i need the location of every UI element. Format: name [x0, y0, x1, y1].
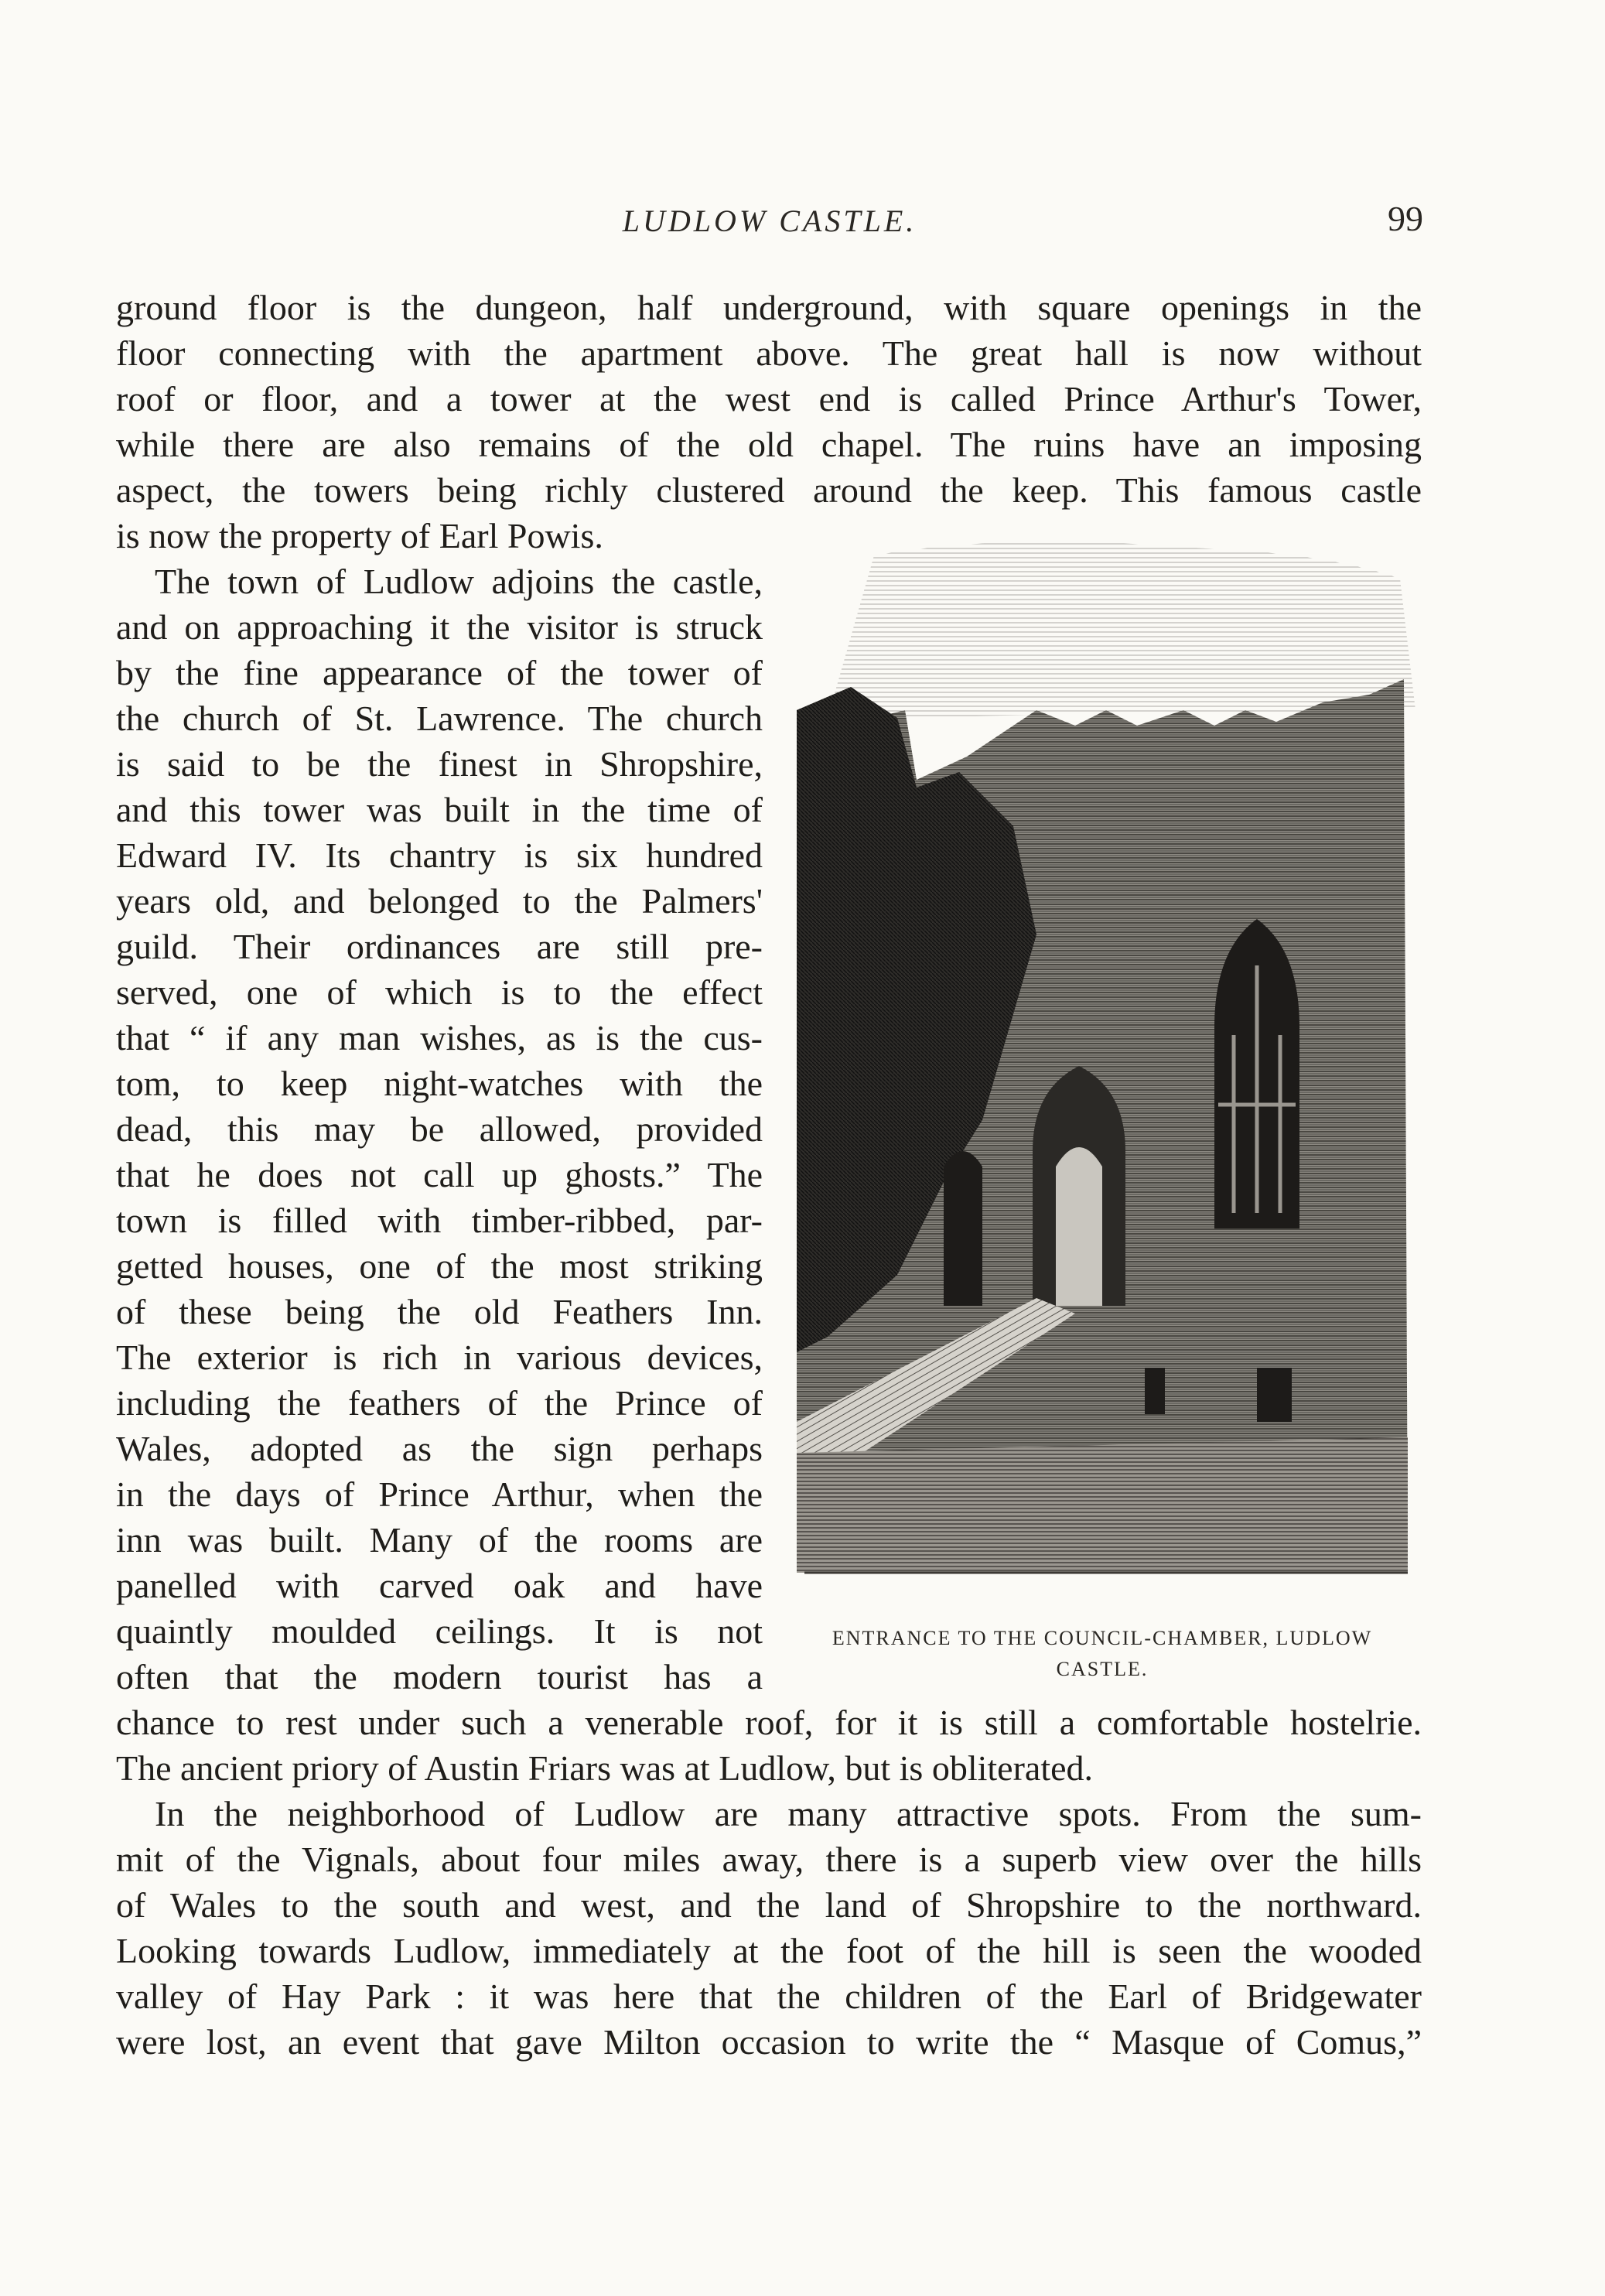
text-line: The exterior is rich in various devices, — [116, 1338, 763, 1377]
text-line: and this tower was built in the time of — [116, 790, 763, 829]
castle-engraving — [781, 532, 1427, 1600]
text-line: that he does not call up ghosts.” The — [116, 1155, 763, 1194]
text-line: and on approaching it the visitor is struck — [116, 607, 763, 647]
text-line: ground floor is the dungeon, half underground, with square openings in the — [116, 288, 1422, 327]
running-title: LUDLOW CASTLE. — [622, 203, 917, 238]
text-line: inn was built. Many of the rooms are — [116, 1520, 763, 1560]
text-line: The town of Ludlow adjoins the castle, — [155, 562, 763, 601]
text-line: quaintly moulded ceilings. It is not — [116, 1611, 763, 1651]
text-line: town is filled with timber-ribbed, par- — [116, 1201, 763, 1240]
page-number: 99 — [1388, 199, 1423, 238]
text-line: Looking towards Ludlow, immediately at the foot of the hill is seen the wooded — [116, 1931, 1422, 1970]
illustration-caption: ENTRANCE TO THE COUNCIL-CHAMBER, LUDLOW CASTLE. — [832, 1627, 1373, 1680]
text-line: often that the modern tourist has a — [116, 1657, 763, 1696]
text-line: is now the property of Earl Powis. — [116, 516, 603, 555]
running-header — [116, 199, 1423, 249]
text-line: Wales, adopted as the sign perhaps — [116, 1429, 763, 1468]
text-line: mit of the Vignals, about four miles away, there is a superb view over the hills — [116, 1840, 1422, 1879]
text-line: The ancient priory of Austin Friars was at Ludlow, but is obliterated. — [116, 1748, 1094, 1788]
text-line: valley of Hay Park : it was here that the children of the Earl of Bridgewater — [116, 1977, 1422, 2016]
text-line: were lost, an event that gave Milton occasion to write the “ Masque of Comus,” — [116, 2022, 1422, 2062]
text-line: served, one of which is to the effect — [116, 972, 763, 1012]
text-line: aspect, the towers being richly clustered around the keep. This famous castle — [116, 470, 1422, 510]
text-line: roof or floor, and a tower at the west end is called Prince Arthur's Tower, — [116, 379, 1422, 419]
text-line: tom, to keep night-watches with the — [116, 1064, 763, 1103]
text-line: floor connecting with the apartment above. The great hall is now without — [116, 333, 1422, 373]
text-line: of Wales to the south and west, and the land of Shropshire to the northward. — [116, 1885, 1422, 1925]
text-line: In the neighborhood of Ludlow are many attractive spots. From the sum- — [155, 1794, 1422, 1833]
text-line: that “ if any man wishes, as is the cus- — [116, 1018, 763, 1057]
text-line: is said to be the finest in Shropshire, — [116, 744, 763, 784]
text-line: the church of St. Lawrence. The church — [116, 699, 763, 738]
text-line: of these being the old Feathers Inn. — [116, 1292, 763, 1331]
text-line: getted houses, one of the most striking — [116, 1246, 763, 1286]
text-line: in the days of Prince Arthur, when the — [116, 1474, 763, 1514]
text-line: panelled with carved oak and have — [116, 1566, 763, 1605]
engraving-artwork — [781, 532, 1427, 1600]
text-line: chance to rest under such a venerable roof, for it is still a comfortable hostelrie. — [116, 1703, 1422, 1742]
text-line: while there are also remains of the old chapel. The ruins have an imposing — [116, 425, 1422, 464]
text-line: Edward IV. Its chantry is six hundred — [116, 835, 763, 875]
text-line: guild. Their ordinances are still pre- — [116, 927, 763, 966]
text-line: years old, and belonged to the Palmers' — [116, 881, 763, 921]
text-line: including the feathers of the Prince of — [116, 1383, 763, 1423]
text-line: dead, this may be allowed, provided — [116, 1109, 763, 1149]
text-line: by the fine appearance of the tower of — [116, 653, 763, 692]
